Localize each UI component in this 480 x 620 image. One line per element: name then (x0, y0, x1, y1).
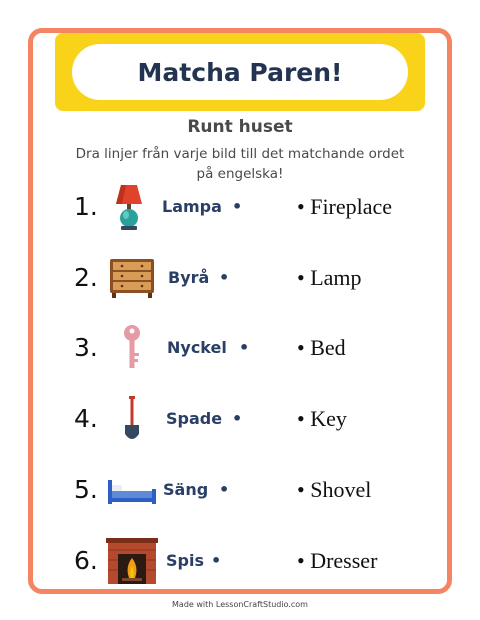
footer-credit: Made with LessonCraftStudio.com (172, 600, 308, 609)
swedish-word: Spade (166, 409, 223, 428)
bed-icon (106, 465, 158, 515)
english-word[interactable]: • Fireplace (297, 194, 393, 219)
swedish-word: Lampa (162, 197, 222, 216)
row-number: 3. (74, 333, 98, 362)
swedish-word: Säng (163, 480, 209, 499)
title-pill (72, 44, 408, 100)
row-number: 5. (74, 475, 98, 504)
dresser-icon (106, 253, 158, 303)
english-word[interactable]: • Bed (297, 335, 346, 360)
swedish-word: Spis (166, 551, 204, 570)
match-dot-left[interactable]: • (211, 551, 222, 570)
lamp-icon (106, 182, 158, 232)
match-dot-left[interactable]: • (219, 480, 230, 499)
match-row (0, 323, 480, 373)
row-number: 4. (74, 404, 98, 433)
match-dot-left[interactable]: • (232, 409, 243, 428)
match-row (0, 465, 480, 515)
english-word[interactable]: • Key (297, 406, 347, 431)
english-word[interactable]: • Shovel (297, 477, 372, 502)
row-number: 2. (74, 263, 98, 292)
key-icon (106, 323, 158, 373)
match-dot-left[interactable]: • (232, 197, 243, 216)
match-row (0, 182, 480, 232)
instructions-text: Dra linjer från varje bild till det matchande ordet på engelska! (75, 146, 405, 182)
swedish-word: Byrå (168, 268, 210, 287)
swedish-word: Nyckel (167, 338, 227, 357)
worksheet-subtitle: Runt huset (187, 117, 293, 137)
page-title: Matcha Paren! (137, 57, 343, 87)
match-dot-left[interactable]: • (219, 268, 230, 287)
fireplace-icon (106, 536, 158, 586)
match-row (0, 394, 480, 444)
english-word[interactable]: • Lamp (297, 265, 362, 290)
english-word[interactable]: • Dresser (297, 548, 378, 573)
match-row (0, 536, 480, 586)
match-row (0, 253, 480, 303)
row-number: 1. (74, 192, 98, 221)
row-number: 6. (74, 546, 98, 575)
match-dot-left[interactable]: • (239, 338, 250, 357)
shovel-icon (106, 394, 158, 444)
